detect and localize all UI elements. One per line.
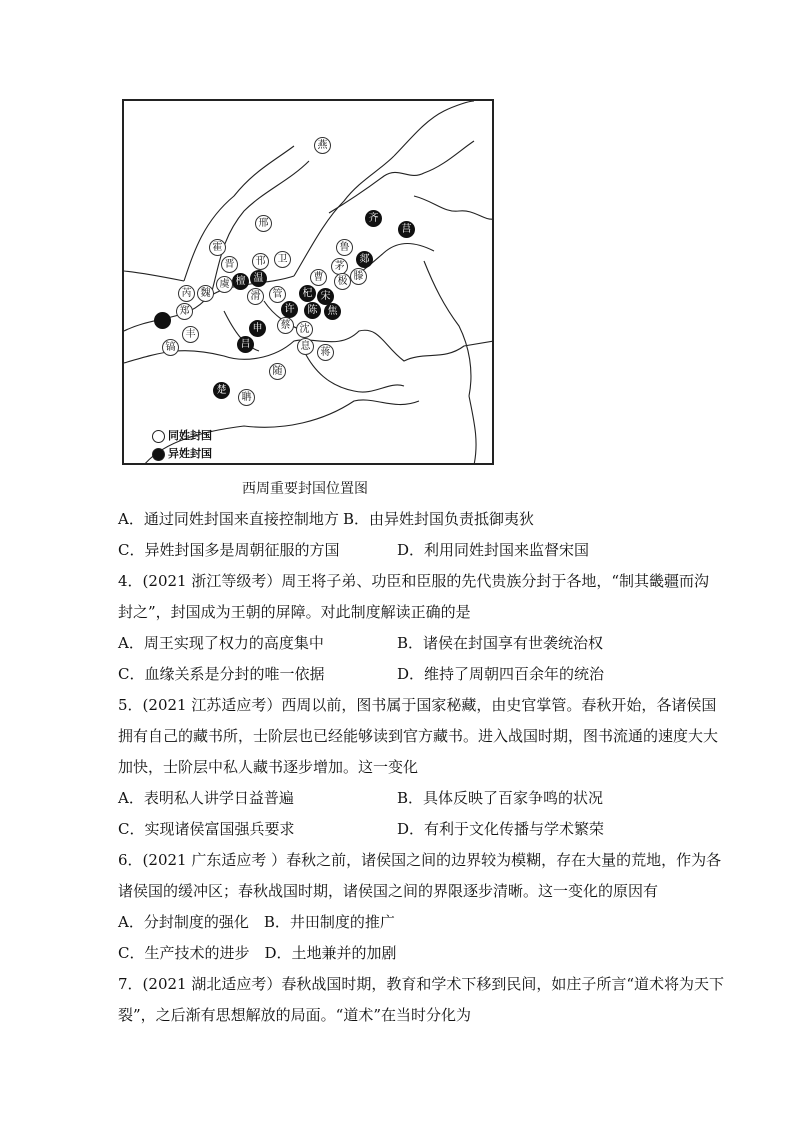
state-marker	[297, 338, 314, 355]
state-marker	[299, 285, 316, 302]
state-marker	[269, 286, 286, 303]
state-label: 魏	[200, 288, 211, 299]
q5-stem-line2: 拥有自己的藏书所，士阶层也已经能够读到官方藏书。进入战国时期，图书流通的速度大大	[118, 727, 719, 745]
state-marker	[176, 303, 193, 320]
filled-circle-icon	[152, 448, 165, 461]
state-label: 申	[252, 323, 263, 334]
state-label: 芮	[181, 288, 192, 299]
state-marker	[350, 268, 367, 285]
state-label: 滕	[353, 271, 364, 282]
state-marker	[232, 273, 249, 290]
legend-same-label: 同姓封国	[168, 429, 212, 442]
state-label: 滑	[250, 291, 261, 302]
legend-diff-label: 异姓封国	[168, 447, 212, 460]
state-label: 邗	[255, 256, 266, 267]
state-label: 茅	[334, 261, 345, 272]
state-label: 管	[272, 289, 283, 300]
state-marker	[310, 269, 327, 286]
q7-stem-line1: 7．(2021 湖北适应考）春秋战国时期，教育和学术下移到民间，如庄子所言“道术将为天下	[118, 975, 725, 993]
state-marker	[255, 215, 272, 232]
legend-diff	[152, 445, 212, 463]
state-marker	[209, 239, 226, 256]
state-label: 晋	[224, 259, 235, 270]
state-label: 吕	[240, 339, 251, 350]
q5-option-a: A．表明私人讲学日益普遍	[118, 789, 294, 807]
state-marker	[336, 239, 353, 256]
state-marker	[247, 288, 264, 305]
q4-option-c: C．血缘关系是分封的唯一依据	[118, 665, 325, 683]
q3-option-a: A．通过同姓封国来直接控制地方	[118, 510, 339, 528]
q6-stem-line1: 6．(2021 广东适应考 ）春秋之前，诸侯国之间的边界较为模糊，存在大量的荒地，作为各	[118, 851, 722, 869]
state-label: 杞	[302, 288, 313, 299]
q7-stem-line2: 裂”，之后渐有思想解放的局面。“道术”在当时分化为	[118, 1006, 472, 1024]
state-label: 许	[284, 304, 295, 315]
state-label: 随	[272, 366, 283, 377]
state-marker	[237, 336, 254, 353]
state-marker	[182, 326, 199, 343]
state-marker	[250, 270, 267, 287]
state-label: 沈	[299, 324, 310, 335]
state-label: 陈	[307, 305, 318, 316]
state-marker	[216, 276, 233, 293]
q3-option-d: D．利用同姓封国来监督宋国	[397, 541, 590, 559]
state-label: 极	[337, 276, 348, 287]
map-figure	[122, 99, 494, 465]
state-marker	[281, 301, 298, 318]
state-label: 宋	[320, 291, 331, 302]
q3-option-c: C．异姓封国多是周朝征服的方国	[118, 541, 340, 559]
state-label: 曹	[313, 272, 324, 283]
state-label: 郯	[359, 254, 370, 265]
state-label: 蒋	[320, 347, 331, 358]
state-label: 焦	[327, 306, 338, 317]
state-marker	[277, 317, 294, 334]
state-marker	[162, 339, 179, 356]
state-marker	[304, 302, 321, 319]
state-marker	[296, 321, 313, 338]
legend-same	[152, 427, 212, 445]
state-marker	[197, 285, 214, 302]
state-marker	[252, 253, 269, 270]
state-marker	[238, 389, 255, 406]
state-label: 镐	[165, 342, 176, 353]
q5-option-c: C．实现诸侯富国强兵要求	[118, 820, 295, 838]
open-circle-icon	[152, 430, 165, 443]
state-marker	[317, 344, 334, 361]
state-label: 燕	[317, 140, 328, 151]
state-label: 蔡	[280, 320, 291, 331]
q3-option-b: B．由异姓封国负责抵御夷狄	[343, 510, 535, 528]
state-marker	[154, 312, 171, 329]
state-label: 郑	[179, 306, 190, 317]
state-label: 檀	[235, 276, 246, 287]
state-marker	[356, 251, 373, 268]
state-marker	[398, 221, 415, 238]
q6-stem-line2: 诸侯国的缓冲区；春秋战国时期，诸侯国之间的界限逐步清晰。这一变化的原因有	[118, 882, 659, 900]
state-label: 莒	[401, 224, 412, 235]
state-label: 息	[300, 341, 311, 352]
q5-stem-line3: 加快，士阶层中私人藏书逐步增加。这一变化	[118, 758, 419, 776]
state-marker	[365, 210, 382, 227]
state-marker	[221, 256, 238, 273]
state-label: 齐	[368, 213, 379, 224]
state-marker	[269, 363, 286, 380]
state-label: 鲁	[339, 242, 350, 253]
map-legend	[152, 427, 212, 463]
q5-option-b: B．具体反映了百家争鸣的状况	[397, 789, 604, 807]
q5-option-d: D．有利于文化传播与学术繁荣	[397, 820, 605, 838]
state-label: 楚	[216, 385, 227, 396]
q4-option-b: B．诸侯在封国享有世袭统治权	[397, 634, 604, 652]
map-caption: 西周重要封国位置图	[242, 481, 368, 497]
state-label: 霍	[212, 242, 223, 253]
q4-stem-line2: 封之”，封国成为王朝的屏障。对此制度解读正确的是	[118, 603, 471, 621]
state-label: 聃	[241, 392, 252, 403]
state-marker	[213, 382, 230, 399]
state-label: 温	[253, 273, 264, 284]
state-label: 卫	[277, 254, 288, 265]
state-label: 邢	[258, 218, 269, 229]
state-label: 丰	[185, 329, 196, 340]
q4-option-d: D．维持了周朝四百余年的统治	[397, 665, 605, 683]
state-marker	[274, 251, 291, 268]
q4-option-a: A．周王实现了权力的高度集中	[118, 634, 324, 652]
q6-options-cd: C．生产技术的进步 D．土地兼并的加剧	[118, 944, 397, 962]
q6-options-ab: A．分封制度的强化 B．井田制度的推广	[118, 913, 395, 931]
state-marker	[178, 285, 195, 302]
state-marker	[324, 303, 341, 320]
state-marker	[334, 273, 351, 290]
state-marker	[314, 137, 331, 154]
state-marker	[249, 320, 266, 337]
q4-stem-line1: 4．(2021 浙江等级考）周王将子弟、功臣和臣服的先代贵族分封于各地，“制其畿疆而沟	[118, 572, 710, 590]
map-lines	[124, 101, 494, 465]
state-label: 虞	[219, 279, 230, 290]
q5-stem-line1: 5．(2021 江苏适应考）西周以前，图书属于国家秘藏，由史官掌管。春秋开始，各诸侯国	[118, 696, 717, 714]
